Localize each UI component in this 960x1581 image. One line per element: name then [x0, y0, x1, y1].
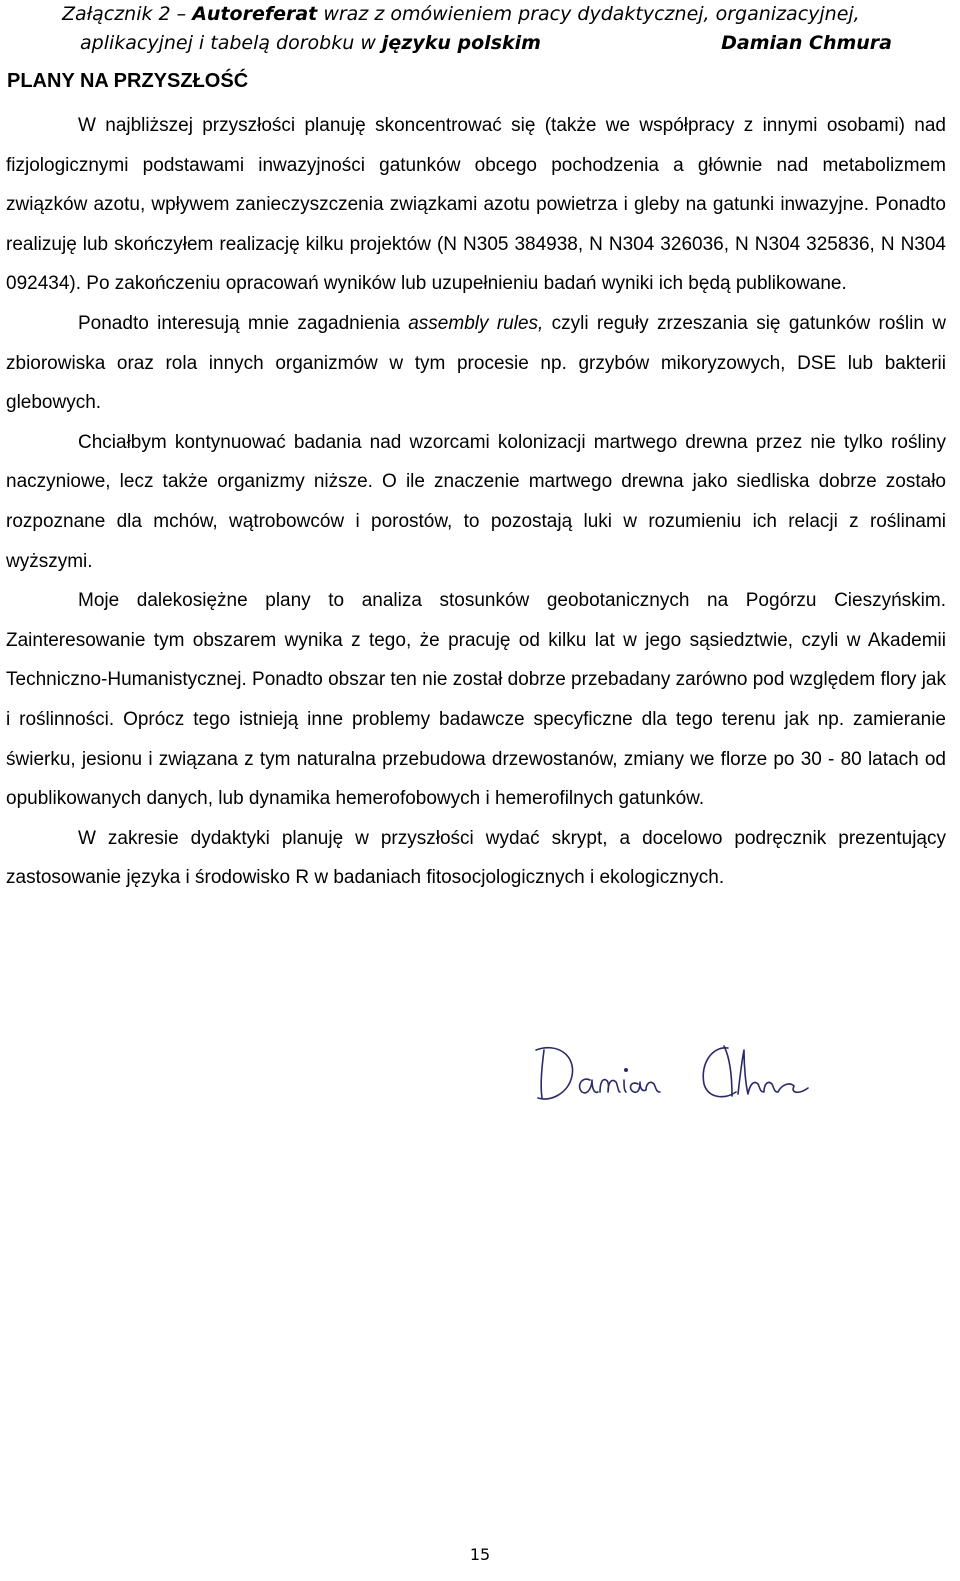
- header-line1-rest: wraz z omówieniem pracy dydaktycznej, organizacyjnej,: [317, 3, 860, 25]
- paragraph-assembly-rules-start: Ponadto interesują mnie zagadnienia: [78, 312, 409, 334]
- header-author: Damian Chmura: [721, 32, 892, 54]
- header-line-1: [62, 0, 892, 29]
- paragraph-research-plans: W najbliższej przyszłości planuję skoncentrować się (także we współpracy z innymi osobami) nad fizjologicznymi podstawami inwazyjności gatunków obcego pochodzenia a głównie nad metabolizmem związków azotu, wpływem zanieczyszczenia związkami azotu powietrza i gleby na gatunki inwazyjne. Ponadto realizuję lub skończyłem realizację kilku projektów (N N305 384938, N N304 326036, N N304 325836, N N304 092434). Po zakończeniu opracowań wyników lub uzupełnieniu badań wyniki ich będą publikowane.: [6, 115, 946, 295]
- header-title: Autoreferat: [192, 3, 318, 25]
- handwritten-signature: [528, 1036, 818, 1116]
- paragraph-geobotany: Moje dalekosiężne plany to analiza stosunków geobotanicznych na Pogórzu Cieszyńskim. Zainteresowanie tym obszarem wynika z tego, że pracuję od kilku lat w jego sąsiedztwie, czyli w Akademii Techniczno-Humanistycznej. Ponadto obszar ten nie został dobrze przebadany zarówno pod względem flory jak i roślinności. Oprócz tego istnieją inne problemy badawcze specyficzne dla tego terenu jak np. zamieranie świerku, jesionu i związana z tym naturalna przebudowa drzewostanów, zmiany we florze po 30 - 80 latach od opublikowanych danych, lub dynamika hemerofobowych i hemerofilnych gatunków.: [6, 590, 946, 810]
- section-heading: PLANY NA PRZYSZŁOŚĆ: [7, 70, 249, 92]
- assembly-rules-term: assembly rules,: [408, 312, 544, 334]
- header-line2-start: aplikacyjnej i tabelą dorobku w: [80, 32, 382, 54]
- page-number: 15: [469, 1545, 491, 1564]
- header-line2-left: [80, 29, 541, 58]
- header-prefix: Załącznik 2 –: [62, 3, 193, 25]
- paragraph-dead-wood: Chciałbym kontynuować badania nad wzorcami kolonizacji martwego drewna przez nie tylko rośliny naczyniowe, lecz także organizmy niższe. O ile znaczenie martwego drewna jako siedliska dobrze zostało rozpoznane dla mchów, wątrobowców i porostów, to pozostają luki w rozumieniu ich relacji z roślinami wyższymi.: [6, 431, 946, 572]
- document-header: [62, 0, 892, 58]
- document-body: [6, 106, 946, 898]
- paragraph-assembly-rules: [6, 304, 946, 423]
- header-language: języku polskim: [381, 32, 541, 54]
- paragraph-assembly-rules-end: czyli reguły zrzeszania się gatunków roślin w zbiorowiska oraz rola innych organizmów w tym procesie np. grzybów mikoryzowych, DSE lub bakterii glebowych.: [6, 312, 946, 414]
- paragraph-didactics: W zakresie dydaktyki planuję w przyszłości wydać skrypt, a docelowo podręcznik prezentujący zastosowanie języka i środowisko R w badaniach fitosocjologicznych i ekologicznych.: [6, 827, 946, 889]
- header-line-2: [62, 29, 892, 58]
